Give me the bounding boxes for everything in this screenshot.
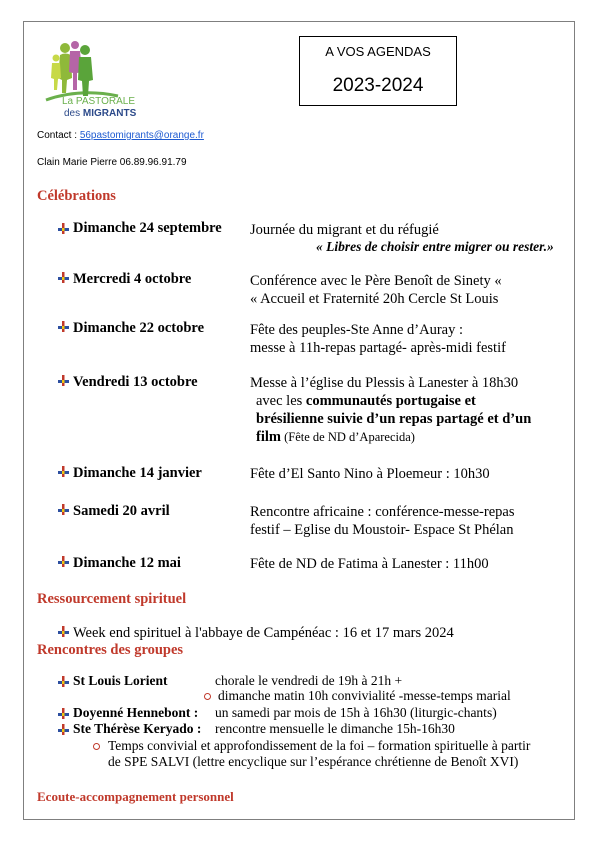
event-date: Vendredi 13 octobre <box>73 374 198 390</box>
arrow-bullet-icon <box>58 223 69 234</box>
event-description: Fête des peuples-Ste Anne d’Auray : <box>250 322 464 338</box>
event-date: Mercredi 4 octobre <box>73 271 192 287</box>
logo-line2: des MIGRANTS <box>64 108 137 119</box>
event-quote: « Libres de choisir entre migrer ou rester.» <box>316 239 554 254</box>
group-name: Ste Thérèse Keryado : <box>73 721 202 736</box>
arrow-bullet-icon <box>58 676 69 687</box>
contact-email-link[interactable]: 56pastomigrants@orange.fr <box>79 130 204 141</box>
agenda-box <box>299 36 457 106</box>
group-name: Doyenné Hennebont : <box>73 705 199 720</box>
event-description: Rencontre africaine : conférence-messe-repas <box>250 504 515 520</box>
ressourcement-heading: Ressourcement spirituel <box>37 591 187 607</box>
arrow-bullet-icon <box>58 375 69 386</box>
event-description: festif – Eglise du Moustoir- Espace St Phélan <box>250 522 514 538</box>
arrow-bullet-icon <box>58 626 69 637</box>
event-description: messe à 11h-repas partagé- après-midi festif <box>250 340 506 356</box>
logo-line1: La PASTORALE <box>62 96 135 107</box>
event-description: Fête d’El Santo Nino à Ploemeur : 10h30 <box>250 466 490 482</box>
group-text: rencontre mensuelle le dimanche 15h-16h30 <box>215 721 455 736</box>
group-text: un samedi par mois de 15h à 16h30 (liturgic-chants) <box>215 705 497 720</box>
event-date: Dimanche 24 septembre <box>73 220 222 236</box>
group-name: St Louis Lorient <box>73 673 168 688</box>
event-date: Samedi 20 avril <box>73 503 170 519</box>
event-description: Conférence avec le Père Benoît de Sinety « <box>250 273 502 289</box>
group-subtext: dimanche matin 10h convivialité -messe-temps marial <box>218 688 511 703</box>
event-description: avec les communautés portugaise et <box>256 393 476 409</box>
arrow-bullet-icon <box>58 556 69 567</box>
group-text: chorale le vendredi de 19h à 21h + <box>215 673 403 688</box>
circle-bullet-icon <box>93 743 100 750</box>
celebrations-heading: Célébrations <box>37 188 116 204</box>
rencontres-heading: Rencontres des groupes <box>37 642 184 658</box>
arrow-bullet-icon <box>58 272 69 283</box>
event-description: brésilienne suivie d’un repas partagé et d’un <box>256 411 532 427</box>
arrow-bullet-icon <box>58 708 69 719</box>
circle-bullet-icon <box>204 693 211 700</box>
arrow-bullet-icon <box>58 321 69 332</box>
contact-label: Contact : <box>37 130 80 141</box>
agenda-year: 2023-2024 <box>332 75 424 96</box>
ressourcement-item: Week end spirituel à l'abbaye de Campénéac : 16 et 17 mars 2024 <box>73 625 454 641</box>
arrow-bullet-icon <box>58 504 69 515</box>
group-subtext: de SPE SALVI (lettre encyclique sur l’espérance chrétienne de Benoît XVI) <box>108 754 519 769</box>
arrow-bullet-icon <box>58 724 69 735</box>
event-description: « Accueil et Fraternité 20h Cercle St Louis <box>250 291 499 307</box>
event-description: film (Fête de ND d’Aparecida) <box>256 429 415 445</box>
event-description: Messe à l’église du Plessis à Lanester à 18h30 <box>250 375 519 391</box>
group-subtext: Temps convivial et approfondissement de la foi – formation spirituelle à partir <box>108 738 531 753</box>
arrow-bullet-icon <box>58 466 69 477</box>
event-description: Journée du migrant et du réfugié <box>250 222 439 238</box>
pastorale-logo <box>40 38 150 124</box>
agenda-title: A VOS AGENDAS <box>325 44 431 59</box>
contact-line <box>37 130 204 141</box>
event-date: Dimanche 12 mai <box>73 555 181 571</box>
event-date: Dimanche 14 janvier <box>73 465 202 481</box>
event-date: Dimanche 22 octobre <box>73 320 205 336</box>
contact-person: Clain Marie Pierre 06.89.96.91.79 <box>37 157 187 168</box>
ecoute-heading: Ecoute-accompagnement personnel <box>37 789 234 804</box>
event-description: Fête de ND de Fatima à Lanester : 11h00 <box>250 556 489 572</box>
